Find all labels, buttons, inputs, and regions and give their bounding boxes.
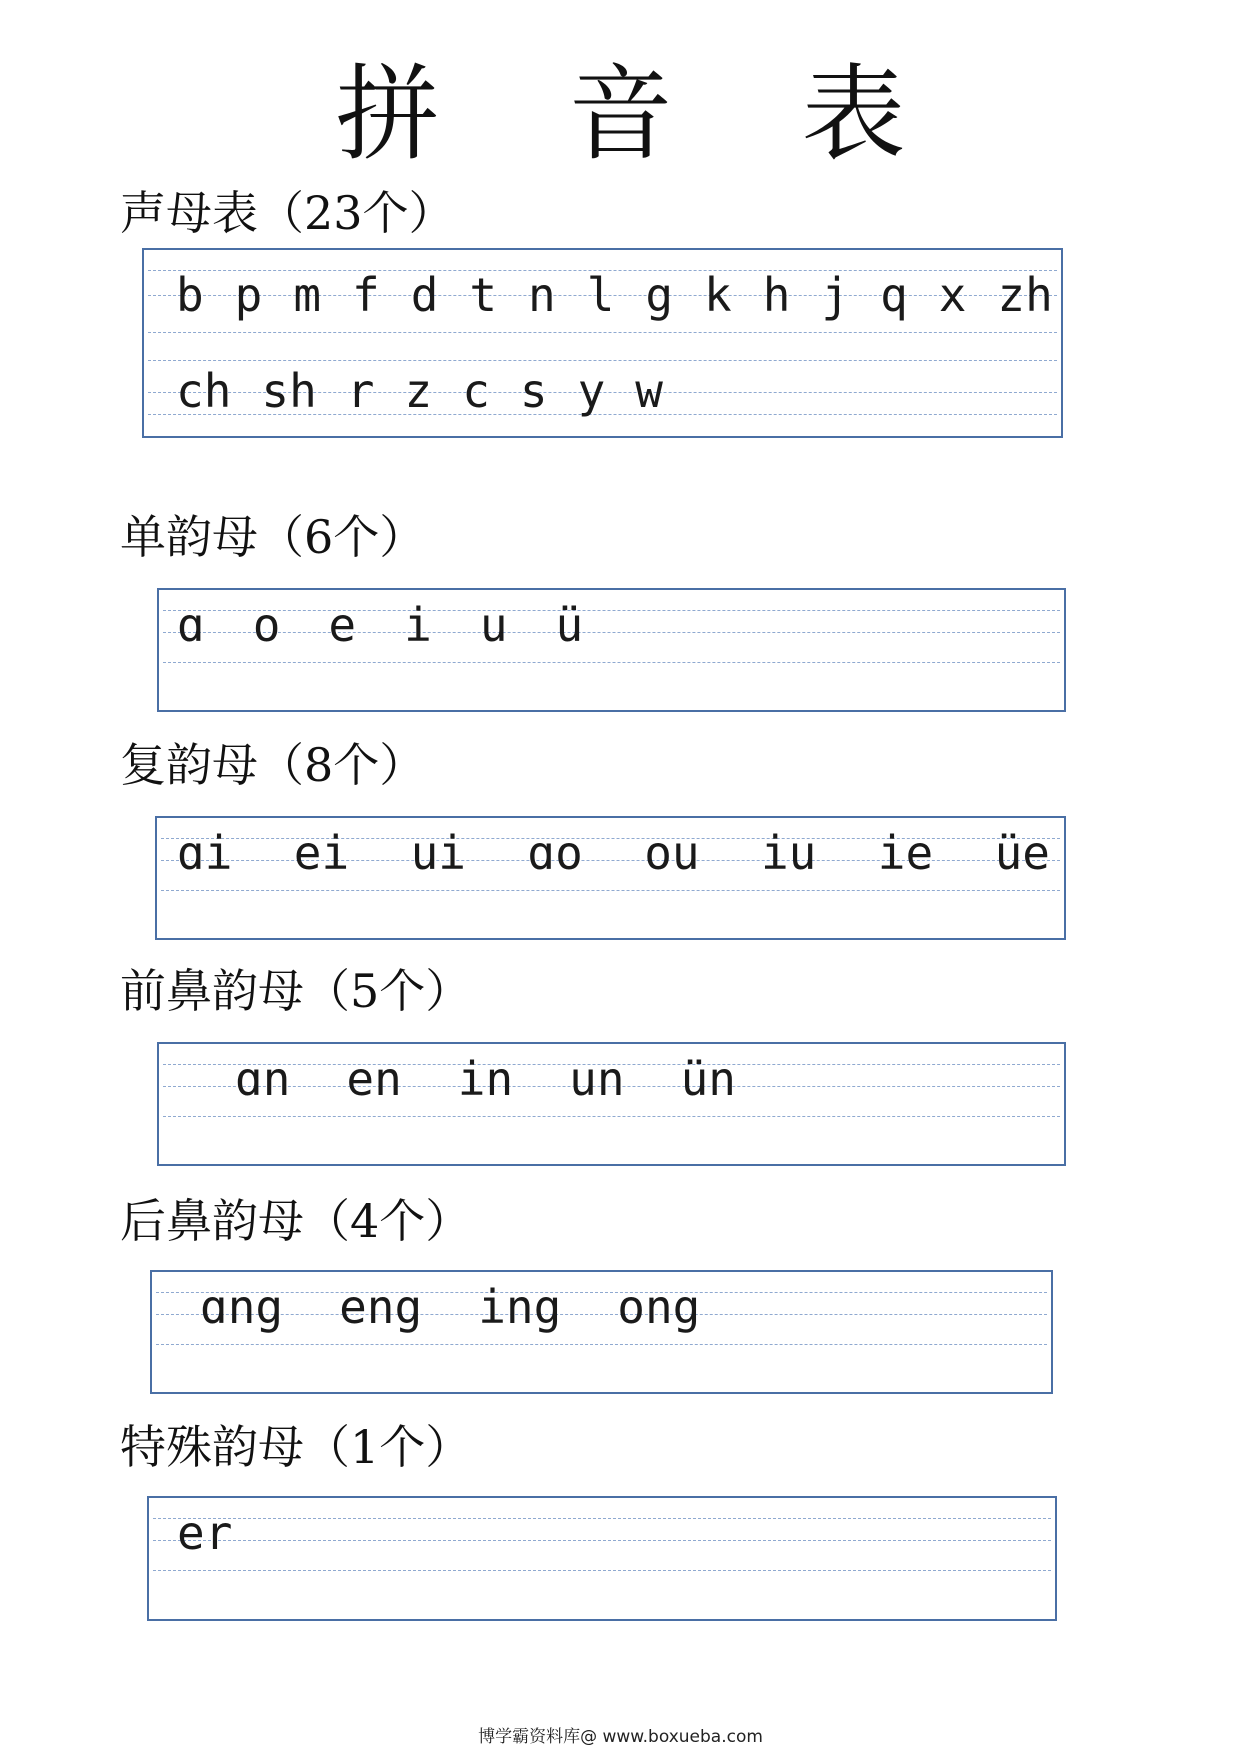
danyunmu-writing-box [157,588,1066,712]
section-title-shengmu: 声母表（23个） [120,186,455,240]
houbi-writing-box [150,1270,1053,1394]
pinyin-item: p [234,268,263,322]
section-title-danyunmu: 单韵母（6个） [120,510,426,564]
pinyin-item: ɑ [177,598,205,652]
pinyin-item: er [177,1506,233,1560]
houbi-row [200,1280,1051,1334]
pinyin-item: ui [410,826,466,880]
pinyin-item: zh [997,268,1053,322]
footer-watermark: 博学霸资料库@ www.boxueba.com [478,1727,763,1747]
pinyin-item: l [586,268,615,322]
shengmu-row-1 [176,268,1053,322]
pinyin-item: ie [877,826,934,880]
pinyin-item: j [821,268,850,322]
pinyin-item: ou [644,826,700,880]
pinyin-item: üe [994,826,1050,880]
teshu-row [177,1506,1055,1560]
pinyin-item: en [346,1052,402,1106]
fuyunmu-row [177,826,1050,880]
pinyin-item: ch [176,364,232,418]
shengmu-writing-box [142,248,1063,438]
pinyin-item: ɑi [177,826,233,880]
pinyin-item: r [346,364,375,418]
pinyin-item: n [528,268,556,322]
pinyin-item: s [519,364,548,418]
pinyin-item: h [762,268,791,322]
section-title-teshu: 特殊韵母（1个） [120,1420,472,1474]
section-title-fuyunmu: 复韵母（8个） [120,738,426,792]
qianbi-writing-box [157,1042,1066,1166]
pinyin-item: in [457,1052,514,1106]
pinyin-item: ɑng [200,1280,284,1334]
pinyin-item: ü [555,598,584,652]
shengmu-row-2 [176,364,1061,418]
pinyin-item: q [880,268,908,322]
teshu-writing-box [147,1496,1057,1621]
pinyin-item: t [469,268,498,322]
pinyin-item: ei [293,826,350,880]
pinyin-item: z [404,364,433,418]
page-title: 拼 音 表 [335,53,954,175]
pinyin-item: m [293,268,322,322]
pinyin-item: x [938,268,967,322]
pinyin-item: sh [261,364,317,418]
pinyin-item: d [410,268,439,322]
pinyin-item: ɑn [235,1052,291,1106]
pinyin-item: u [479,598,508,652]
section-title-qianbi: 前鼻韵母（5个） [120,964,472,1018]
pinyin-item: e [328,598,357,652]
pinyin-item: ɑo [527,826,583,880]
pinyin-item: w [635,364,663,418]
qianbi-row [235,1052,1064,1106]
danyunmu-row [177,598,1064,652]
pinyin-item: i [404,598,432,652]
pinyin-item: f [352,268,380,322]
pinyin-item: iu [760,826,817,880]
pinyin-item: ing [478,1280,562,1334]
pinyin-item: c [462,364,490,418]
pinyin-item: un [569,1052,625,1106]
section-title-houbi: 后鼻韵母（4个） [120,1194,472,1248]
pinyin-item: eng [339,1280,423,1334]
pinyin-item: ün [680,1052,736,1106]
pinyin-item: o [252,598,281,652]
pinyin-item: k [704,268,732,322]
fuyunmu-writing-box [155,816,1066,940]
pinyin-item: b [176,268,204,322]
pinyin-item: g [645,268,674,322]
pinyin-item: y [577,364,606,418]
pinyin-item: ong [617,1280,701,1334]
